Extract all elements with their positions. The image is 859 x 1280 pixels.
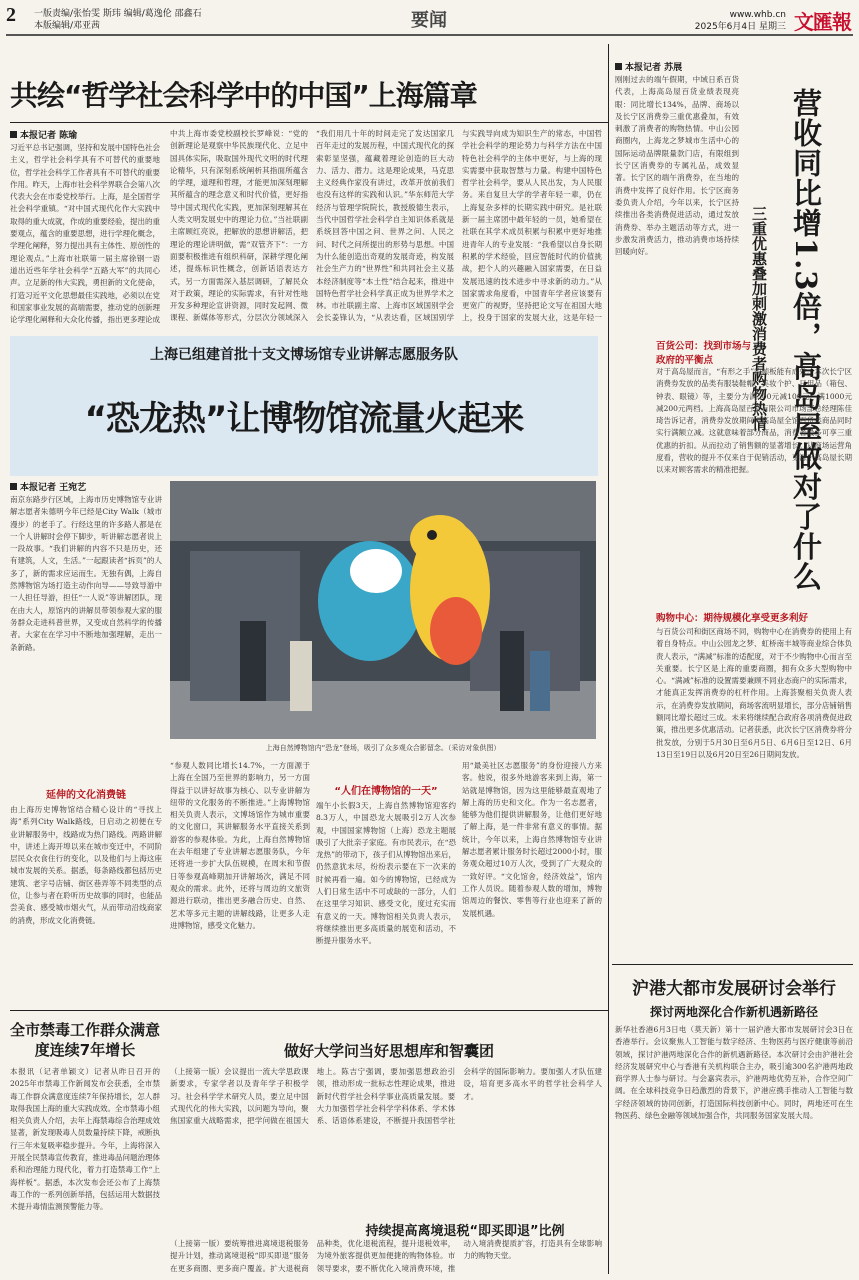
editor-line-2: 本版编辑/邓亚茜 (34, 21, 101, 31)
feature-left-text-2: 由上海历史博物馆结合精心设计的“寻找上海”系列City Walk路线，日启动之初便在专业讲解服务中，线路成为热门路线。两路讲解中，讲述上海开埠以来在城市变迁中，不同阶层民众衣食住行的变化，以及他们与上海这座城市发展的关系。据悉，每条路线都包括历史建筑、老字号店铺、街区巷弄等不同类型的点位，让参与者在聆听历史故事的同时，也能品尝美食、感受城市烟火气，从而带动沿线商家的消费，形成文化消费链。 (10, 805, 162, 925)
right-section-2-text: 与百货公司和街区商场不同，购物中心在消费券的使用上有着自身特点。中山公园龙之梦、虹桥南丰城等商业综合体负责人表示，“满减”标准的适配度，对于不少购物中心而言至关重要。长宁区是上海的重要商圈，拥有众多大型购物中心。“满减”标准的设置需要兼顾不同业态商户的实际需求，才能真正发挥消费券的杠杆作用。上海荟聚相关负责人表示，在消费券发放期间，商场客流明显增长，部分店铺销售额同比增长超过三成。未来将继续配合政府各项消费促进政策，推出更多优惠活动。记者获悉，此次长宁区消费券将分批发放，分别于5月30日至6月5日、6月6日至12日、6月13日至19日以及6月20日至26日期间发放。 (656, 627, 852, 759)
issue-date: 2025年6月4日 星期三 (694, 22, 786, 32)
bottom-left-headline: 全市禁毒工作群众满意度连续7年增长 (10, 1021, 161, 1059)
feature-headline: “恐龙热”让博物馆流量火起来 (84, 399, 524, 439)
editor-line-1: 一版责编/张怡雯 斯玮 编辑/葛逸伦 邵鑫石 (34, 9, 202, 19)
bottom-mid-headline-2: 持续提高离境退税“即买即退”比例 (365, 1224, 565, 1239)
right-section-2-heading: 购物中心：期待规模化享受更多利好 (656, 613, 809, 624)
header-meta (691, 9, 786, 33)
feature-right-text: 用“最美社区志愿服务”的身份迎接八方来客。他说，很多外地游客来到上海，第一站就是博物馆，因为这里能够最直观地了解上海的历史和文化。作为一名志愿者，能够为他们提供讲解服务，让他们更好地了解上海，是一件非常有意义的事情。据统计，今年以来，上海自然博物馆专业讲解志愿者累计服务时长超过2000小时，服务观众超过10万人次，受到了广大观众的一致好评。“文化馆舍，经济效益”，馆内工作人员说。随着参观人数的增加，博物馆周边的餐饮、零售等行业也迎来了新的发展机遇。 (462, 761, 602, 918)
bottom-mid-text: （上接第一版）会议提出一流大学思政课新要求，专家学者以及青年学子积极学习。社会科学学术研究人员，要立足中国式现代化的伟大实践，以问题为导向，聚焦国家重大战略需求，把学问做在祖国大地上。陈吉宁强调，要加强思想政治引领，推动形成一批标志性理论成果，推进新时代哲学社会科学事业高质量发展。要大力加强哲学社会科学学科体系、学术体系、话语体系建设，不断提升我国哲学社会科学的国际影响力。要加强人才队伍建设，培育更多高水平的哲学社会科学人才。 (170, 1067, 602, 1126)
right-intro: 刚刚过去的端午假期，中域日系百货代表，上海高岛屋百货业绩表现亮眼：同比增长134%，品牌、商场以及长宁区消费券三重优惠叠加，有效刺激了消费者的购物热情。中山公园商圈内，上海龙之梦城市生活中心的国际运动品牌限量款门店，有限组到长宁区消费券的专属礼品，成效显著。长宁区的端午消费券，在当地的消费中发挥了良好作用。长宁区商务委负责人介绍，今年以来，长宁区持续推出各类消费促进活动，通过发放消费券、举办主题活动等方式，进一步激发消费活力，推动消费市场持续回暖向好。 (615, 75, 739, 257)
top-article-col-3: “我们用几十年的时间走完了发达国家几百年走过的发展历程，中国式现代化的探索彰显坚强，蕴藏着理论创造的巨大动力、活力、潜力。这是理论成果，马克思主义经典作家没有讲过，改革开放前我们也没有这样的实践和认识。”华东师范大学经济与管理学院院长，教授殷德生表示，当代中国哲学社会科学自主知识体系就是系统回答中国之问、世界之问、人民之问、时代之问所提出的形势与思想。中国为什么能创造出奇观的发展奇迹，构发展社会生产力的“世界性”和共同社会主义基本经济制度等“本土性”结合起来，推进中国特色哲学社会科学真正成为世界学术之林。市社联副主席、上海市区域国别学会会长姜锋认为，“从表达看，区域国别学 (316, 129, 454, 323)
right-bottom-headline: 沪港大都市发展研讨会举行 (632, 979, 836, 999)
divider (10, 122, 608, 123)
bottom-mid-headline: 做好大学问当好思想库和智囊团 (283, 1042, 494, 1060)
top-headline: 共绘“哲学社会科学中的中国”上海篇章 (10, 79, 477, 112)
right-bottom-subheadline: 探讨两地深化合作新机遇新路径 (649, 1005, 818, 1019)
newspaper-logo: 文匯報 (794, 10, 851, 34)
feature-kicker: 上海已组建首批十支文博场馆专业讲解志愿服务队 (150, 347, 458, 363)
feature-byline: 本报记者 王宛艺 (10, 480, 86, 493)
top-article-col-4: 与实践导向成为知识生产的常态，中国哲学社会科学的理论势力与科学方法在中国特色社会科学的主体中更好，与上海的现实需要中获取智慧与力量。构建中国特色哲学社会科学，要从人民出发，为人民服务。来自复旦大学的学者年轻一辈，仍在上海复杂多样的长期实践中研究。是社联新一届主席团中最年轻的一员，她希望在社联在其学术成员积累与积累中更好地推进青年人的专业发展：“我希望以自身长期积累的学术经验，回应智能时代的价值挑战，把个人的兴趣融入国家需要，在日益发展迅速的技术进步中寻求新的动力。”从国家需求角度看，中国青年学者应该要有更宽广的视野，坚持把论文写在祖国大地上，投身于国家的发展大业，这是年轻一 (462, 129, 602, 323)
top-article-col-1: 习近平总书记强调，坚持和发展中国特色社会主义，哲学社会科学具有不可替代的重要地位，哲学社会科学工作者具有不可替代的重要作用。昨天，上海市社会科学界联合会第八次代表大会在市委党校举行。上海，是全国哲学社会科学重镇。“对中国式现代化作大实践中取得的重大成就，作成的重要经验，提出的重要观点，蕴含的重要思想，进行学理化概念，学理化阐释，努力提出具有主体性、原创性的理论观点。”上海市社联第一届主席徐钢一语道出近些年学社会科学“五路大军”的共同心声。立足新的伟大实践，勇担新的文化使命，打造习近平文化思想最佳实践地，必须以在党和国家事业发展的高端需要，推动党的创新理论学理化阐释和大众化传播，指出更多理论成 (10, 143, 160, 325)
top-byline: 本报记者 陈瑜 (10, 128, 77, 141)
column-divider (608, 44, 609, 1274)
feature-left-text: 南京东路步行区域，上海市历史博物馆专业讲解志愿者朱德明今年已经是City Walk（城市漫步）的老手了。行经这里的许多路人都是在一个人讲解时会停下脚步，听讲解志愿者说上一段故事。“我们讲解的内容不只是历史，还有建筑，人文，生活。”一起跟读者“拆页”的人多了，新的需求应运而生。无独有偶，上海自然博物馆为场打造主动作向导——导致导游中一人担任导游，担任“一人说”等讲解团队，现在由大人，原馆内的讲解员带领参观大家的服务群众走进科普世界，又变成自然科学的传播者。大家在在学习中不断地加强理解，走出一条新路。 (10, 495, 162, 652)
right-section-1-heading: 百货公司：找到市场与政府的平衡点 (656, 341, 752, 366)
bottom-mid-text-2: （上接第一版）要统筹推进离境退税服务提升计划，推动离境退税“即买即退”服务在更多商圈、更多商户覆盖。扩大退税商品种类，优化退税流程，提升退税效率，为境外旅客提供更加便捷的购物体验。市领导要求，要不断优化入境消费环境，推动入境消费提质扩容，打造具有全球影响力的购物天堂。 (170, 1239, 602, 1273)
bottom-left-text: 本报讯（记者单颖文）记者从昨日召开的2025年市禁毒工作新闻发布会获悉，全市禁毒工作群众满意度连续7年保持增长，怎人群取得我国上海的重大实践成效。全市禁毒小组相关负责人介绍，去年上海禁毒综合治理成效显著，新发现吸毒人员数量持续下降，戒断执行三年未复吸率稳步提升。今年，上海将深入开展全民禁毒宣传教育，推进毒品问题治理体系和治理能力现代化，着力打造禁毒工作“上海样板”。据悉，本次发布会还公布了上海禁毒工作的一系列创新举措，包括运用大数据技术提升毒情监测预警能力等。 (10, 1067, 160, 1212)
editor-credits (34, 8, 202, 32)
right-section-1-text: 对于高岛屋而言，“有形之手”的帧板能有成效。本次长宁区消费券发放的品类有服装鞋帽、美妆个护、日用品（箱包、钟表、眼镜）等，主要分为满500元减100元、满1000元减200元两档。上海高岛屋百货有限公司市场部总经理陈佳琦告诉记者，消费券发放期间，高岛屋全馆百货类商品同时实行满额立减。这就意味着部分商品，消费者最多可享三重优惠的折扣。从而拉动了销售额的显著增长。从商场运营角度看，营收的提升不仅来自于促销活动，更源于高岛屋长期以来对顾客需求的精准把握。 (656, 367, 852, 475)
feature-subhead-1: 延伸的文化消费链 (46, 790, 126, 801)
feature-subhead-2: “人们在博物馆的一天” (334, 786, 438, 797)
divider (10, 1010, 608, 1011)
page-number: 2 (6, 4, 16, 26)
right-byline: 本报记者 苏展 (615, 60, 682, 73)
website-link[interactable]: www.whb.cn (729, 10, 786, 20)
top-article-col-2: 中共上海市委党校副校长罗峰说：“党的创新理论是观察中华民族现代化、立足中国具体实际，吸取国外现代文明的时代理论精华，只有深刻系统阐析其指面所蕴含的学理，道理和哲理，才能更加深刻理解其所蕴含的理念意义和时代价值，更好指导中国式现代化实践，更加深刻理解其在人类文明发展史中的理论力位。”当社联副主席顾红亮说，把解放的思想讲解活，把理论的理论讲明做，需“双管齐下”：一方面要积极推进有组织科研，深耕学理化阐述，提炼标识性概念，创新话语表达方式，另一方面需深入基层调研，了解民众对于政策，理论的实际需求，有针对性地开发多种理论宣讲资源，同时发起网、微课程、新媒体等形式，分层次分领域深入 (170, 129, 308, 323)
divider (612, 964, 853, 965)
feature-banner (10, 336, 598, 476)
page-header (6, 4, 853, 36)
feature-mid-text-2: 端午小长假3天，上海自然博物馆迎客约8.3万人，中国恐龙大展吸引2万人次参观，中国国家博物馆（上海）恐龙主题展吸引了大批亲子家庭。有市民表示，在“恐龙热”的带动下，孩子们从博物馆出来后，仍然意犹未尽，纷纷表示要在下一次来的时候再看一遍。如今的博物馆，已经成为人们日常生活中不可或缺的一部分，人们在这里学习知识、感受文化，度过充实而有意义的一天。博物馆相关负责人表示，将继续推出更多高质量的展览和活动，不断提升服务水平。 (316, 801, 456, 946)
right-bottom-text: 新华社香港6月3日电（莫天新）第十一届沪港大都市发展研讨会3日在香港举行。会议聚焦人工智能与数字经济、生物医药与医疗健康等前沿领域，探讨沪港两地深化合作的新机遇新路径。本次研讨会由沪港社会经济发展研究中心与香港有关机构联合主办，吸引逾300名沪港两地政商学界人士参与研讨。与会嘉宾表示，沪港两地优势互补，合作空间广阔。在全球科技竞争日趋激烈的背景下，沪港应携手推动人工智能与数字经济领域的协同创新，打造国际科技创新中心。同时，两地还可在生物医药、绿色金融等领域加强合作，共同服务国家发展大局。 (615, 1025, 853, 1121)
museum-dinosaur-photo (170, 481, 596, 739)
feature-photo (170, 481, 596, 739)
section-name: 要闻 (411, 10, 447, 31)
feature-mid-text: “参观人数同比增长14.7%，一方面源于上海在全国乃至世界的影响力，另一方面得益于以讲好故事为核心、以专业讲解为纽带的文化服务的不断推进。”上海博物馆相关负责人表示，文博场馆作为城市重要的文化窗口，其讲解服务水平直接关系到游客的参观体验。为此，上海自然博物馆在去年组建了专业讲解志愿服务队，今年还将进一步扩大队伍规模，在周末和节假日等参观高峰期加开讲解场次，满足不同观众的需求。此外，还将与周边的文旅资源进行联动，推出更多融合历史、自然、艺术等多元主题的讲解线路，让更多人走进博物馆，感受文化魅力。 (170, 761, 310, 930)
right-subheadline: 三重优惠叠加刺激消费者购物热情 (750, 206, 768, 431)
right-headline: 营收同比增1.3倍，高岛屋做对了什么 (789, 88, 823, 592)
photo-caption: 上海自然博物馆内“恐龙”登场，吸引了众多观众合影留念。（采访对象供图） (265, 744, 501, 752)
